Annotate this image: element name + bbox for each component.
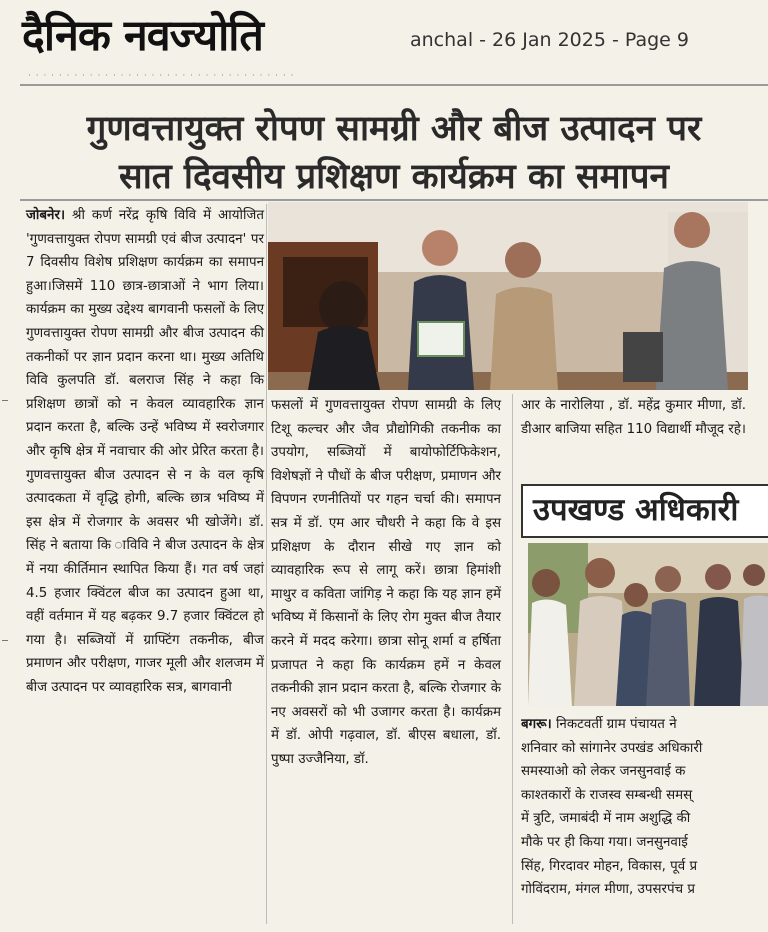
ghost-text-line: · · · · · · · · · · · · · · · · · · · · · · · · · · · · · · · · · · · — [28, 71, 295, 81]
second-article-line-7: सिंह, गिरदावर मोहन, विकास, पूर्व प्र — [521, 858, 698, 874]
second-article-line-5: में त्रुटि, जमाबंदी में नाम अशुद्धि की — [521, 811, 691, 827]
headline-line-1: गुणवत्तायुक्त रोपण सामग्री और बीज उत्पादन पर — [86, 109, 702, 149]
article-column-2: फसलों में गुणवत्तायुक्त रोपण सामग्री के लिए टिशू कल्चर और जैव प्रौद्योगिकी तकनीक का उपयोग, सब्जियों में बायोफोर्टिफिकेशन, विशेषज्ञों ने पौधों के बीज परीक्षण, प्रमाणन और विपणन रणनीतियों पर गहन चर्चा की। समापन सत्र में डॉ. एम आर चौधरी ने कहा कि वे इस प्रशिक्षण के दौरान सीखे गए ज्ञान को व्यावहारिक रूप से लागू करें। छात्रा हिमांशी माथुर व कविता जांगिड़ ने कहा कि यह ज्ञान हमें भविष्य में किसानों के लिए रोग मुक्त बीज तैयार करने में मदद करेगा। छात्रा सोनू शर्मा व हर्षिता प्रजापत ने कहा कि कार्यक्रम हमें न केवल तकनीकी ज्ञान प्रदान करता है, बल्कि रोजगार के नए अवसरों को भी उजागर करता है। कार्यक्रम में डॉ. ओपी गढ़वाल, डॉ. बीएस बधाला, डॉ. पुष्पा उज्जैनिया, डॉ. — [271, 398, 501, 767]
second-article-line-4: काश्तकारों के राजस्व सम्बन्धी समस् — [521, 787, 693, 803]
edge-mark — [2, 640, 8, 641]
second-article-line-1: बगरू। निकटवर्ती ग्राम पंचायत ने — [521, 717, 677, 732]
second-article-line-6: मौके पर ही किया गया। जनसुनवाई — [521, 834, 688, 850]
article-column-3: आर के नारोलिया , डॉ. महेंद्र कुमार मीणा, डॉ. डीआर बाजिया सहित 110 विद्यार्थी मौजूद रहे। — [521, 398, 746, 437]
newspaper-masthead: दैनिक नवज्योति — [22, 11, 263, 61]
column-divider — [266, 204, 267, 924]
article-dateline: जोबनेर। — [26, 208, 66, 223]
edition-info: anchal - 26 Jan 2025 - Page 9 — [410, 29, 689, 51]
training-ceremony-photo — [268, 202, 748, 390]
headline-rule — [20, 199, 768, 201]
second-article-headline: उपखण्ड अधिकारी — [521, 484, 768, 538]
second-article-body — [521, 713, 768, 902]
photo-illustration — [268, 202, 748, 390]
column-divider — [512, 394, 513, 924]
second-article-line-8: गोविंदराम, मंगल मीणा, उपसरपंच प्र — [521, 882, 695, 898]
article-column-1 — [26, 204, 264, 699]
edge-mark — [2, 400, 8, 401]
headline-line-2: सात दिवसीय प्रशिक्षण कार्यक्रम का समापन — [119, 157, 669, 197]
top-rule — [20, 84, 768, 86]
second-article-line-2: शनिवार को सांगानेर उपखंड अधिकारी — [521, 740, 703, 756]
second-article-line-3: समस्याओ को लेकर जनसुनवाई क — [521, 764, 686, 780]
public-hearing-photo — [528, 543, 768, 706]
article-column-1-text: श्री कर्ण नरेंद्र कृषि विवि में आयोजित 'गुणवत्तायुक्त रोपण सामग्री एवं बीज उत्पादन' पर 7 दिवसीय विशेष प्रशिक्षण कार्यक्रम का समापन हुआ।जिसमें 110 छात्र-छात्राओं ने भाग लिया। कार्यक्रम का मुख्य उद्देश्य बागवानी फसलों के लिए गुणवत्तायुक्त रोपण सामग्री और बीज उत्पादन की तकनीकों पर ज्ञान प्रदान करना था। मुख्य अतिथि विवि कुलपति डॉ. बलराज सिंह ने कहा कि प्रशिक्षण छात्रों को न केवल व्यावहारिक ज्ञान प्रदान करता है, बल्कि उन्हें भविष्य में स्वरोजगार और कृषि क्षेत्र में नवाचार की ओर प्रेरित करता है। गुणवत्तायुक्त बीज उत्पादन से न के वल कृषि उत्पादकता में वृद्धि होगी, बल्कि छात्र भविष्य में इस क्षेत्र में रोजगार के अवसर भी खोजेंगे। डॉ. सिंह ने बताया कि ाविवि ने बीज उत्पादन के क्षेत्र में नया कीर्तिमान स्थापित किया हैं। गत वर्ष जहां 4.5 हजार क्विंटल बीज का उत्पादन हुआ था, वहीं वर्तमान में यह बढ़कर 9.7 हजार क्विंटल हो गया है। सब्जियों में ग्राफ्टिंग तकनीक, बीज प्रमाणन और परीक्षण, गाजर मूली और शलजम में बीज उत्पादन पर व्यावहारिक सत्र, बागवानी — [26, 208, 264, 695]
photo-illustration — [528, 543, 768, 706]
second-article-dateline: बगरू। — [521, 717, 552, 732]
